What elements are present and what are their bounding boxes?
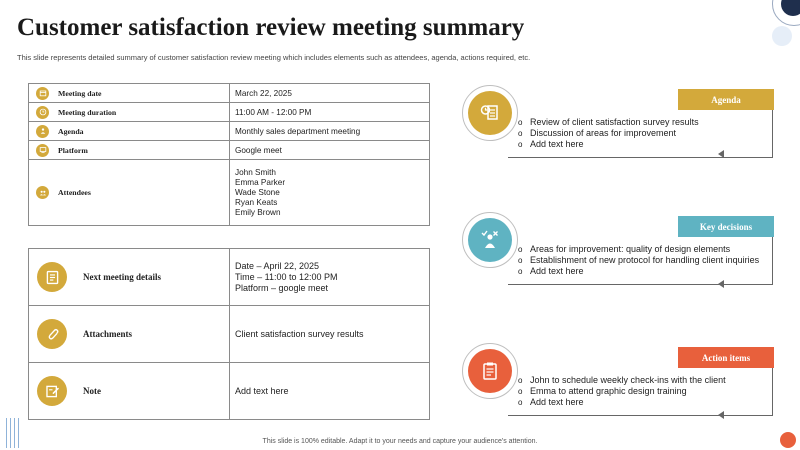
list-item: o Review of client satisfaction survey results [518, 117, 699, 127]
paperclip-icon [37, 319, 67, 349]
page-subtitle: This slide represents detailed summary of customer satisfaction review meeting which includes elements such as attendees, agenda, actions required, etc. [17, 53, 531, 62]
key-decisions-list [518, 244, 759, 277]
platform-value: Google meet [230, 141, 430, 160]
list-item: o Discussion of areas for improvement [518, 128, 677, 138]
list-item: o Add text here [518, 397, 584, 407]
attendee-name: Ryan Keats [235, 197, 278, 207]
next-meeting-label: Next meeting details [83, 272, 161, 282]
agenda-panel [462, 85, 774, 165]
attendee-name: Wade Stone [235, 187, 280, 197]
table-row [29, 160, 430, 226]
attendees-label: Attendees [58, 188, 91, 197]
next-meeting-line: Time – 11:00 to 12:00 PM [235, 271, 338, 282]
footer-note: This slide is 100% editable. Adapt it to your needs and capture your audience's attention. [262, 438, 538, 445]
checklist-clock-icon [468, 91, 512, 135]
document-list-icon [37, 262, 67, 292]
action-items-panel [462, 343, 774, 423]
list-item: o Add text here [518, 139, 584, 149]
key-decisions-heading: Key decisions [678, 216, 774, 237]
list-item: o Add text here [518, 266, 584, 276]
agenda-list [518, 117, 699, 150]
attendees-icon [36, 186, 49, 199]
people-icon [36, 125, 49, 138]
attendees-value [230, 160, 430, 226]
table-row [29, 249, 430, 306]
next-meeting-line: Platform – google meet [235, 282, 329, 293]
note-icon [37, 376, 67, 406]
note-label: Note [83, 386, 101, 396]
agenda-label: Agenda [58, 126, 84, 136]
meeting-duration-value: 11:00 AM - 12:00 PM [230, 103, 430, 122]
table-row [29, 103, 430, 122]
note-value: Add text here [230, 363, 430, 420]
next-meeting-line: Date – April 22, 2025 [235, 260, 320, 271]
agenda-heading: Agenda [678, 89, 774, 110]
platform-label: Platform [58, 145, 88, 155]
list-item: o Emma to attend graphic design training [518, 386, 687, 396]
attendee-name: John Smith [235, 167, 276, 177]
action-items-list [518, 375, 726, 408]
page-title: Customer satisfaction review meeting summary [17, 14, 525, 41]
agenda-value: Monthly sales department meeting [230, 122, 430, 141]
attendee-name: Emily Brown [235, 207, 281, 217]
calendar-icon [36, 87, 49, 100]
list-item: o Establishment of new protocol for handling client inquiries [518, 255, 760, 265]
meeting-date-label: Meeting date [58, 88, 102, 98]
next-meeting-value [230, 249, 430, 306]
agenda-icon-circle [462, 85, 518, 141]
action-items-heading: Action items [678, 347, 774, 368]
meeting-details-table [28, 83, 430, 226]
followup-table [28, 248, 430, 420]
meeting-duration-label: Meeting duration [58, 107, 117, 117]
key-decisions-icon-circle [462, 212, 518, 268]
table-row [29, 306, 430, 363]
table-row [29, 122, 430, 141]
decorative-bubble [772, 26, 792, 46]
list-item: o John to schedule weekly check-ins with the client [518, 375, 726, 385]
attachments-label: Attachments [83, 329, 132, 339]
table-row [29, 363, 430, 420]
list-item: o Areas for improvement: quality of design elements [518, 244, 731, 254]
attachments-value: Client satisfaction survey results [230, 306, 430, 363]
action-items-icon-circle [462, 343, 518, 399]
table-row [29, 84, 430, 103]
decision-person-icon [468, 218, 512, 262]
meeting-date-value: March 22, 2025 [230, 84, 430, 103]
platform-icon [36, 144, 49, 157]
attendee-name: Emma Parker [235, 177, 286, 187]
clock-icon [36, 106, 49, 119]
clipboard-icon [468, 349, 512, 393]
table-row [29, 141, 430, 160]
key-decisions-panel [462, 212, 774, 292]
